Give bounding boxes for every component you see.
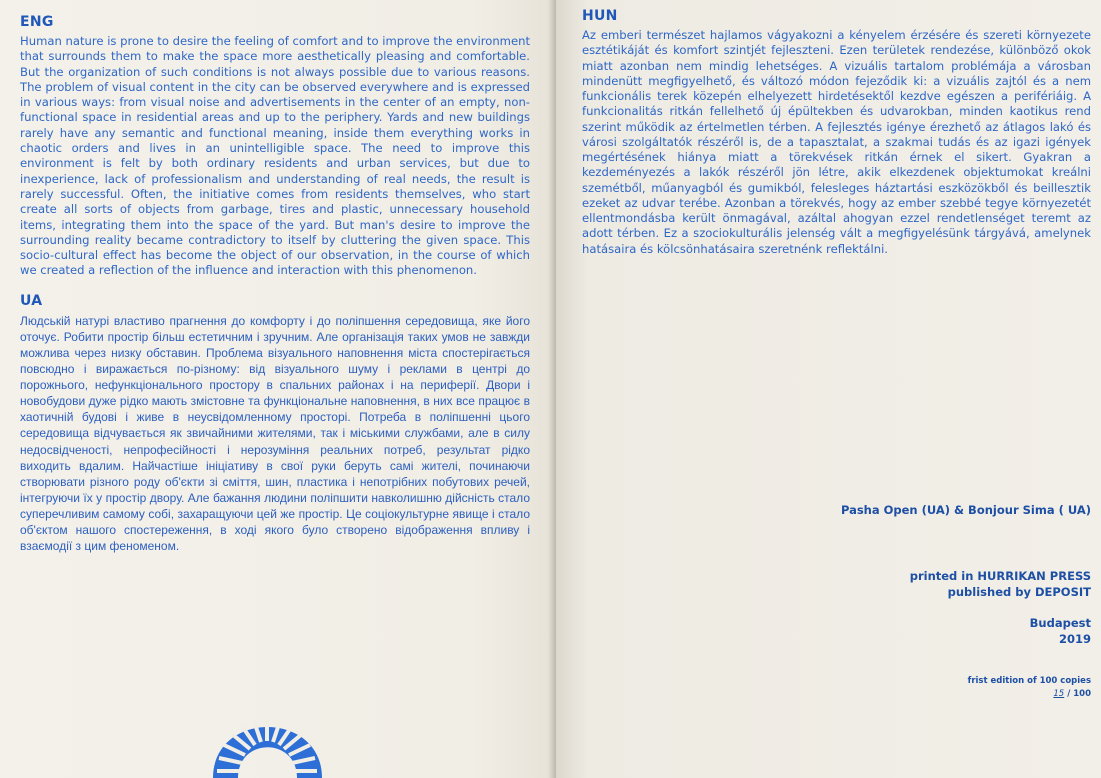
hun-paragraph: Az emberi természet hajlamos vágyakozni a kényelem érzésére és szereti környezete esztétikáját és komfort szintjét fejleszteni. Ezen területek rendezése, különböző okok miatt azonban nem mindig lehetséges. A vizuális tartalom problémája a városban mindenütt megfigyelhető, és változó módon fejeződik ki: a vizuális zajtól és a nem funkcionális terek közepén elhelyezett hirdetésektől kezdve egészen a perifériáig. A funkcionalitás ritkán fellelhető új épültekben és udvarokban, minden kaotikus rend szerint működik az értelmetlen térben. A fejlesztés igénye érezhető az átlagos lakó és városi szolgáltatók részéről is, de a tapasztalat, a szakmai tudás és az igazi igények megértésének hiánya miatt a törekvések ritkán érnek el sikert. Gyakran a kezdeményezés a lakók részéről jön létre, akik elkezdenek objektumokat kreálni szemétből, műanyagból és gumikból, felesleges háztartási eszközökből és beillesztik ezeket az udvar terébe. Azonban a törekvés, hogy az ember szebbé tegye környezetét ellentmondásba került önmagával, azáltal ahogyan ezzel rendetlenséget teremt az adott térben. Ez a szociokulturális jelenség vált a megfigyelésünk tárgyává, amelynek hatásaira és kölcsönhatásaira szeretnénk reflektálni.	[582, 28, 1091, 256]
ua-paragraph: Людській натурі властиво прагнення до комфорту і до поліпшення середовища, яке його оточує. Робити простір більш естетичним і зручним. Але організація таких умов не завжди можлива через низку обставин. Проблема візуального наповнення міста спостерігається повсюдно і виражається по-різному: від візуального шуму і реклами в центрі до порожнього, нефункціонального простору в спальних районах і на периферії. Двори і новобудови дуже рідко мають змістовне та функціональне наповнення, в них все працює в хаотичній будові і живе в неусвідомленному просторі. Потреба в поліпшенні цього середовища відчувається як звичайними жителями, так і міськими службами, але в силу недосвідченості, непрофесійності і нерозуміння реальних потреб, результат рідко виходить вдалим. Найчастіше ініціативу в свої руки беруть самі жителі, починаючи створювати різного роду об'єкти зі сміття, шин, пластика і непотрібних побутових речей, інтегруючи їх у простір двору. Але бажання людини поліпшити навколишню дійсність стало суперечливим самому собі, захаращуючи цей же простір. Це соціокультурне явище і стало об'єктом нашого спостереження, в ході якого було створено відображення впливу і взаємодії з цим феноменом.	[20, 313, 530, 554]
right-page	[556, 0, 1101, 778]
place-year	[1030, 615, 1091, 647]
printing-credits	[910, 568, 1091, 600]
ua-section	[20, 293, 530, 554]
city: Budapest	[1029, 616, 1091, 630]
eng-heading: ENG	[20, 14, 54, 30]
published-line: published by DEPOSIT	[947, 585, 1091, 599]
tire-arch-logo-icon	[205, 675, 330, 778]
edition-info	[968, 675, 1091, 701]
copy-number: 15	[1053, 689, 1065, 699]
hun-section	[582, 8, 1091, 257]
copy-number-line	[968, 688, 1091, 701]
hun-heading: HUN	[582, 8, 618, 24]
authors-credit: Pasha Open (UA) & Bonjour Sima ( UA)	[840, 503, 1091, 517]
eng-section	[20, 14, 530, 279]
eng-paragraph: Human nature is prone to desire the feeling of comfort and to improve the environment that surrounds them to make the space more aesthetically pleasing and comfortable. But the organization of such conditions is not always possible due to various reasons. The problem of visual content in the city can be observed everywhere and is expressed in various ways: from visual noise and advertisements in the center of an empty, non-functional space in residential areas and up to the periphery. Yards and new buildings rarely have any semantic and functional meaning, inside them everything works in chaotic orders and lives in an unintelligible space. The need to improve this environment is felt by both ordinary residents and urban services, but due to inexperience, lack of professionalism and understanding of real needs, the result is rarely successful. Often, the initiative comes from residents themselves, who start create all sorts of objects from garbage, tires and plastic, unnecessary household items, integrating them into the space of the yard. But man's desire to improve the surrounding reality became contradictory to itself by cluttering the given space. This socio-cultural effect has become the object of our observation, in the course of which we created a reflection of the influence and interaction with this phenomenon.	[20, 34, 530, 278]
year: 2019	[1058, 632, 1091, 646]
printed-line: printed in HURRIKAN PRESS	[909, 569, 1091, 583]
edition-line: frist edition of 100 copies	[967, 676, 1091, 686]
ua-heading: UA	[20, 292, 43, 309]
copy-total: / 100	[1067, 689, 1091, 699]
